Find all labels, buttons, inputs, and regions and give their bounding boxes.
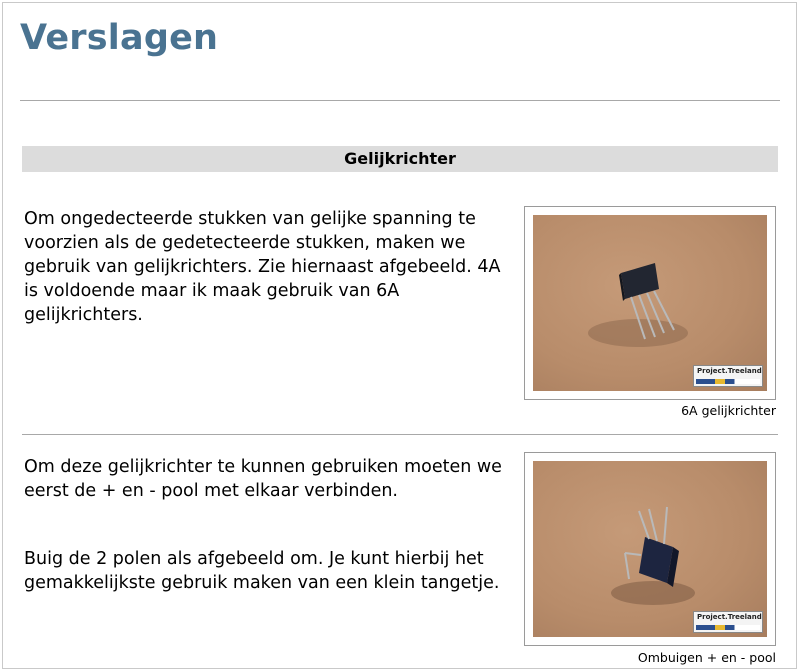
watermark-text: Project.Treeland bbox=[697, 613, 762, 621]
watermark-text: Project.Treeland bbox=[697, 367, 762, 375]
item-1-photo-frame[interactable] bbox=[524, 206, 776, 400]
watermark-logo bbox=[693, 365, 763, 387]
item-2-paragraph-2: Buig de 2 polen als afgebeeld om. Je kunt hierbij het gemakkelijkste gebruik maken van een klein tangetje. bbox=[24, 549, 500, 593]
item-2-paragraph-1: Om deze gelijkrichter te kunnen gebruiken moeten we eerst de + en - pool met elkaar verbinden. bbox=[24, 457, 502, 501]
section-header: Gelijkrichter bbox=[22, 146, 778, 172]
bridge-rectifier-photo bbox=[533, 215, 767, 391]
page-title: Verslagen bbox=[20, 18, 219, 58]
bent-rectifier-photo bbox=[533, 461, 767, 637]
item-1-caption: 6A gelijkrichter bbox=[681, 403, 776, 418]
item-1-paragraph: Om ongedecteerde stukken van gelijke spanning te voorzien als de gedetecteerde stukken, maken we gebruik van gelijkrichters. Zie hiernaast afgebeeld. 4A is voldoende maar ik maak gebruik van 6A gelijkrichters. bbox=[24, 209, 501, 325]
item-2-photo-frame[interactable] bbox=[524, 452, 776, 646]
item-2-caption: Ombuigen + en - pool bbox=[637, 650, 776, 665]
watermark-logo bbox=[693, 611, 763, 633]
item-divider bbox=[22, 434, 778, 435]
title-divider bbox=[20, 100, 780, 101]
